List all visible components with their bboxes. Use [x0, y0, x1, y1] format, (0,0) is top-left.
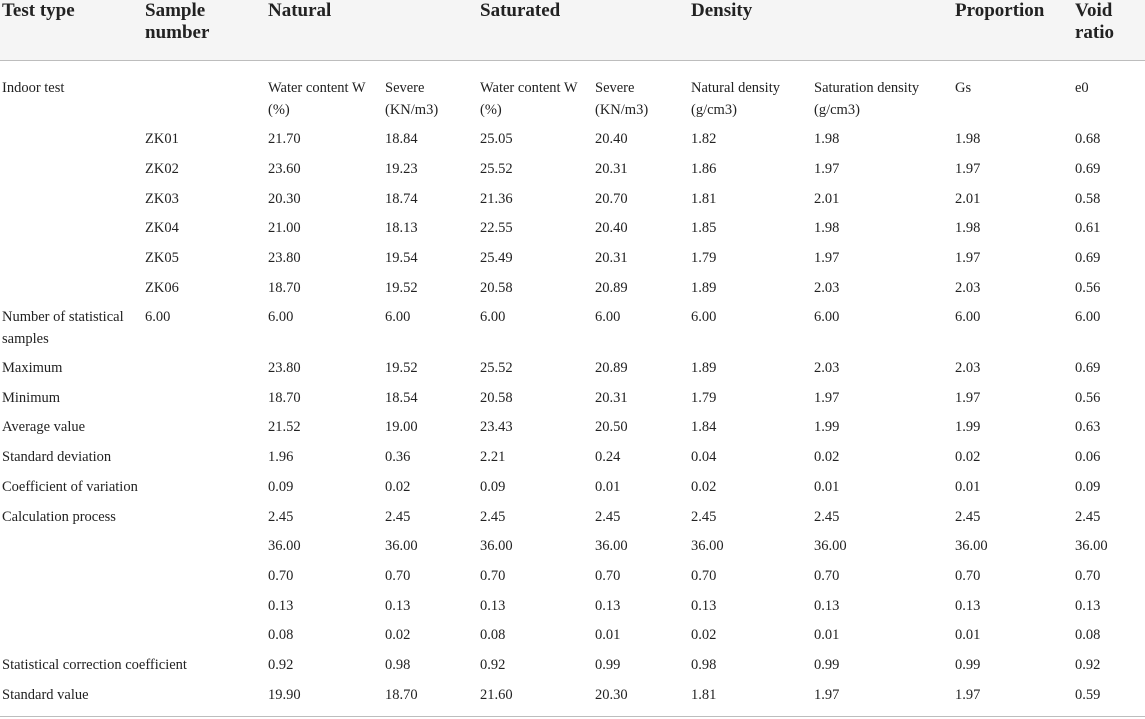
- stat-value-cell: 0.92: [1075, 657, 1101, 673]
- stat-value-cell: 1.97: [814, 686, 840, 703]
- stat-value-cell: 0.92: [480, 657, 506, 673]
- stat-value-cell: 0.70: [814, 567, 840, 584]
- subheader-saturation-density: Saturation density (g/cm3): [814, 80, 920, 118]
- header-sample-number: Sample number: [145, 0, 210, 43]
- stat-value-cell: 0.13: [1075, 597, 1101, 614]
- stat-value-cell: 0.59: [1075, 686, 1101, 703]
- stat-value-cell: 1.84: [691, 419, 717, 436]
- stat-value-cell: 0.08: [480, 627, 506, 644]
- sample-value-cell: 0.56: [1075, 280, 1101, 296]
- sample-value-cell: 1.97: [955, 250, 981, 267]
- stat-value-cell: 2.45: [385, 508, 411, 525]
- header-void-ratio: Void ratio: [1075, 0, 1115, 43]
- stat-value-cell: 1.97: [955, 389, 981, 406]
- stat-value-cell: 19.00: [385, 419, 418, 436]
- sample-value-cell: 20.40: [595, 131, 628, 147]
- stat-row-label: Coefficient of variation: [2, 478, 138, 495]
- stat-value-cell: 20.58: [480, 389, 513, 406]
- stat-value-cell: 0.02: [385, 627, 411, 644]
- sample-value-cell: 20.31: [595, 250, 628, 267]
- stat-value-cell: 2.45: [595, 508, 621, 525]
- stat-value-cell: 0.13: [385, 597, 411, 614]
- stat-value-cell: 0.01: [955, 627, 981, 644]
- subheader-natural-severe: Severe (KN/m3): [385, 80, 439, 118]
- stat-value-cell: 25.52: [480, 360, 513, 376]
- sample-value-cell: 19.52: [385, 280, 418, 296]
- sample-value-cell: 18.70: [268, 280, 301, 296]
- sample-value-cell: 21.36: [480, 190, 513, 207]
- stat-value-cell: 36.00: [268, 538, 301, 555]
- stat-value-cell: 1.96: [268, 449, 294, 466]
- row-label-indoor-test: Indoor test: [2, 80, 65, 96]
- stat-value-cell: 0.13: [691, 597, 717, 614]
- stat-value-cell: 0.08: [1075, 627, 1101, 644]
- stat-value-cell: 2.45: [691, 508, 717, 525]
- stat-value-cell: 0.09: [268, 478, 294, 495]
- stat-value-cell: 1.97: [814, 389, 840, 406]
- sample-value-cell: 1.86: [691, 160, 717, 177]
- stat-value-cell: 0.09: [1075, 478, 1101, 495]
- stat-value-cell: 0.70: [268, 567, 294, 584]
- stat-value-cell: 21.52: [268, 419, 301, 436]
- stat-value-cell: 0.69: [1075, 360, 1101, 376]
- header-proportion: Proportion: [955, 0, 1045, 21]
- stat-value-cell: 0.01: [595, 478, 621, 495]
- stat-value-cell: 20.30: [595, 686, 628, 703]
- sample-value-cell: 1.85: [691, 220, 717, 237]
- header-density: Density: [691, 0, 753, 21]
- stat-value-cell: 1.89: [691, 360, 717, 376]
- stat-value-cell: 6.00: [691, 309, 717, 325]
- sample-value-cell: 2.01: [814, 190, 840, 207]
- sample-value-cell: 1.79: [691, 250, 717, 267]
- stat-value-cell: 0.70: [480, 567, 506, 584]
- sample-value-cell: 21.70: [268, 131, 301, 147]
- stat-row-label: Statistical correction coefficient: [2, 657, 187, 673]
- stat-value-cell: 36.00: [385, 538, 418, 555]
- stat-value-cell: 0.13: [955, 597, 981, 614]
- sample-value-cell: 23.80: [268, 250, 301, 267]
- stat-value-cell: 0.02: [955, 449, 981, 466]
- stat-value-cell: 0.04: [691, 449, 717, 466]
- sample-id-cell: ZK06: [145, 280, 179, 296]
- table-header: [0, 0, 1145, 61]
- stat-value-cell: 0.13: [814, 597, 840, 614]
- stat-value-cell: 6.00: [268, 309, 294, 325]
- stat-value-cell: 21.60: [480, 686, 513, 703]
- stat-value-cell: 2.21: [480, 449, 506, 466]
- sample-value-cell: 0.61: [1075, 220, 1101, 237]
- stat-value-cell: 0.13: [268, 597, 294, 614]
- sample-value-cell: 1.89: [691, 280, 717, 296]
- stat-value-cell: 19.52: [385, 360, 418, 376]
- stat-value-cell: 0.98: [385, 657, 411, 673]
- stat-value-cell: 0.56: [1075, 389, 1101, 406]
- stat-value-cell: 2.45: [1075, 508, 1101, 525]
- sample-value-cell: 18.13: [385, 220, 418, 237]
- sample-value-cell: 25.05: [480, 131, 513, 147]
- stat-value-cell: 0.13: [595, 597, 621, 614]
- sample-value-cell: 18.84: [385, 131, 418, 147]
- stat-value-cell: 0.02: [385, 478, 411, 495]
- sample-value-cell: 20.58: [480, 280, 513, 296]
- stat-value-cell: 0.01: [814, 627, 840, 644]
- stat-value-cell: 2.03: [955, 360, 981, 376]
- stat-value-cell: 0.09: [480, 478, 506, 495]
- subheader-natural-water: Water content W (%): [268, 80, 366, 118]
- sample-value-cell: 20.30: [268, 190, 301, 207]
- sample-value-cell: 21.00: [268, 220, 301, 237]
- header-natural: Natural: [268, 0, 332, 21]
- stat-value-cell: 19.90: [268, 686, 301, 703]
- stat-value-cell: 36.00: [814, 538, 847, 555]
- stat-value-cell: 36.00: [955, 538, 988, 555]
- stat-value-cell: 0.24: [595, 449, 621, 466]
- subheader-saturated-severe: Severe (KN/m3): [595, 80, 649, 118]
- stat-value-cell: 6.00: [385, 309, 411, 325]
- sample-value-cell: 0.69: [1075, 160, 1101, 177]
- stat-value-cell: 0.99: [595, 657, 621, 673]
- sample-value-cell: 19.23: [385, 160, 418, 177]
- stat-value-cell: 1.79: [691, 389, 717, 406]
- table-bottom-rule: [0, 716, 1145, 717]
- stat-value-cell: 0.70: [955, 567, 981, 584]
- sample-value-cell: 1.97: [814, 250, 840, 267]
- sample-value-cell: 19.54: [385, 250, 418, 267]
- stat-value-cell: 36.00: [480, 538, 513, 555]
- stat-value-cell: 0.13: [480, 597, 506, 614]
- stat-value-cell: 2.45: [268, 508, 294, 525]
- stat-value-cell: 0.70: [595, 567, 621, 584]
- sample-value-cell: 2.01: [955, 190, 981, 207]
- stat-value-cell: 1.99: [955, 419, 981, 436]
- subheader-natural-density: Natural density (g/cm3): [691, 80, 780, 118]
- stat-value-cell: 6.00: [595, 309, 621, 325]
- sample-value-cell: 20.40: [595, 220, 628, 237]
- stat-value-cell: 1.81: [691, 686, 717, 703]
- stat-value-cell: 2.45: [955, 508, 981, 525]
- stat-value-cell: 2.45: [814, 508, 840, 525]
- stat-value-cell: 23.80: [268, 360, 301, 376]
- sample-value-cell: 20.89: [595, 280, 628, 296]
- header-test-type: Test type: [2, 0, 75, 21]
- subheader-e0: e0: [1075, 80, 1089, 96]
- stat-row-label: Standard deviation: [2, 449, 112, 466]
- stat-value-cell: 36.00: [1075, 538, 1108, 555]
- stat-row-label: Minimum: [2, 389, 61, 406]
- stat-row-label: Number of statistical samples: [2, 309, 124, 347]
- stat-value-cell: 0.99: [814, 657, 840, 673]
- stat-row-label: Average value: [2, 419, 86, 436]
- header-saturated: Saturated: [480, 0, 561, 21]
- stat-value-cell: 0.63: [1075, 419, 1101, 436]
- sample-value-cell: 23.60: [268, 160, 301, 177]
- sample-value-cell: 1.98: [955, 220, 981, 237]
- stat-row-label: Calculation process: [2, 508, 116, 525]
- stat-value-cell: 0.06: [1075, 449, 1101, 466]
- sample-id-cell: ZK03: [145, 190, 179, 207]
- stat-value-cell: 6.00: [145, 309, 171, 325]
- stat-value-cell: 6.00: [955, 309, 981, 325]
- sample-value-cell: 1.97: [814, 160, 840, 177]
- sample-id-cell: ZK01: [145, 131, 179, 147]
- sample-value-cell: 1.98: [955, 131, 981, 147]
- stat-value-cell: 36.00: [691, 538, 724, 555]
- stat-value-cell: 20.50: [595, 419, 628, 436]
- subheader-saturated-water: Water content W (%): [480, 80, 578, 118]
- stat-row-label: Standard value: [2, 686, 89, 703]
- stat-value-cell: 23.43: [480, 419, 513, 436]
- sample-value-cell: 1.98: [814, 131, 840, 147]
- sample-value-cell: 25.52: [480, 160, 513, 177]
- stat-value-cell: 0.98: [691, 657, 717, 673]
- sample-value-cell: 1.82: [691, 131, 717, 147]
- stat-value-cell: 6.00: [480, 309, 506, 325]
- stat-row-label: Maximum: [2, 360, 63, 376]
- subheader-gs: Gs: [955, 80, 972, 96]
- sample-value-cell: 1.81: [691, 190, 717, 207]
- sample-value-cell: 1.97: [955, 160, 981, 177]
- sample-id-cell: ZK02: [145, 160, 179, 177]
- stat-value-cell: 0.70: [1075, 567, 1101, 584]
- sample-value-cell: 25.49: [480, 250, 513, 267]
- sample-value-cell: 0.68: [1075, 131, 1101, 147]
- sample-value-cell: 20.31: [595, 160, 628, 177]
- stat-value-cell: 1.99: [814, 419, 840, 436]
- stat-value-cell: 2.45: [480, 508, 506, 525]
- stat-value-cell: 6.00: [814, 309, 840, 325]
- stat-value-cell: 0.36: [385, 449, 411, 466]
- stat-value-cell: 0.70: [385, 567, 411, 584]
- stat-value-cell: 0.70: [691, 567, 717, 584]
- stat-value-cell: 0.02: [691, 478, 717, 495]
- sample-value-cell: 2.03: [814, 280, 840, 296]
- stat-value-cell: 0.01: [595, 627, 621, 644]
- stat-value-cell: 18.54: [385, 389, 418, 406]
- stat-value-cell: 2.03: [814, 360, 840, 376]
- sample-value-cell: 2.03: [955, 280, 981, 296]
- stat-value-cell: 1.97: [955, 686, 981, 703]
- sample-value-cell: 20.70: [595, 190, 628, 207]
- stat-value-cell: 18.70: [385, 686, 418, 703]
- stat-value-cell: 20.31: [595, 389, 628, 406]
- sample-id-cell: ZK04: [145, 220, 179, 237]
- stat-value-cell: 0.99: [955, 657, 981, 673]
- stat-value-cell: 6.00: [1075, 309, 1101, 325]
- stat-value-cell: 0.92: [268, 657, 294, 673]
- sample-value-cell: 22.55: [480, 220, 513, 237]
- stat-value-cell: 20.89: [595, 360, 628, 376]
- stat-value-cell: 0.01: [955, 478, 981, 495]
- sample-value-cell: 18.74: [385, 190, 418, 207]
- stat-value-cell: 0.08: [268, 627, 294, 644]
- stat-value-cell: 0.02: [814, 449, 840, 466]
- sample-value-cell: 0.69: [1075, 250, 1101, 267]
- sample-value-cell: 1.98: [814, 220, 840, 237]
- sample-value-cell: 0.58: [1075, 190, 1101, 207]
- sample-id-cell: ZK05: [145, 250, 179, 267]
- stat-value-cell: 0.02: [691, 627, 717, 644]
- stat-value-cell: 36.00: [595, 538, 628, 555]
- stat-value-cell: 18.70: [268, 389, 301, 406]
- stat-value-cell: 0.01: [814, 478, 840, 495]
